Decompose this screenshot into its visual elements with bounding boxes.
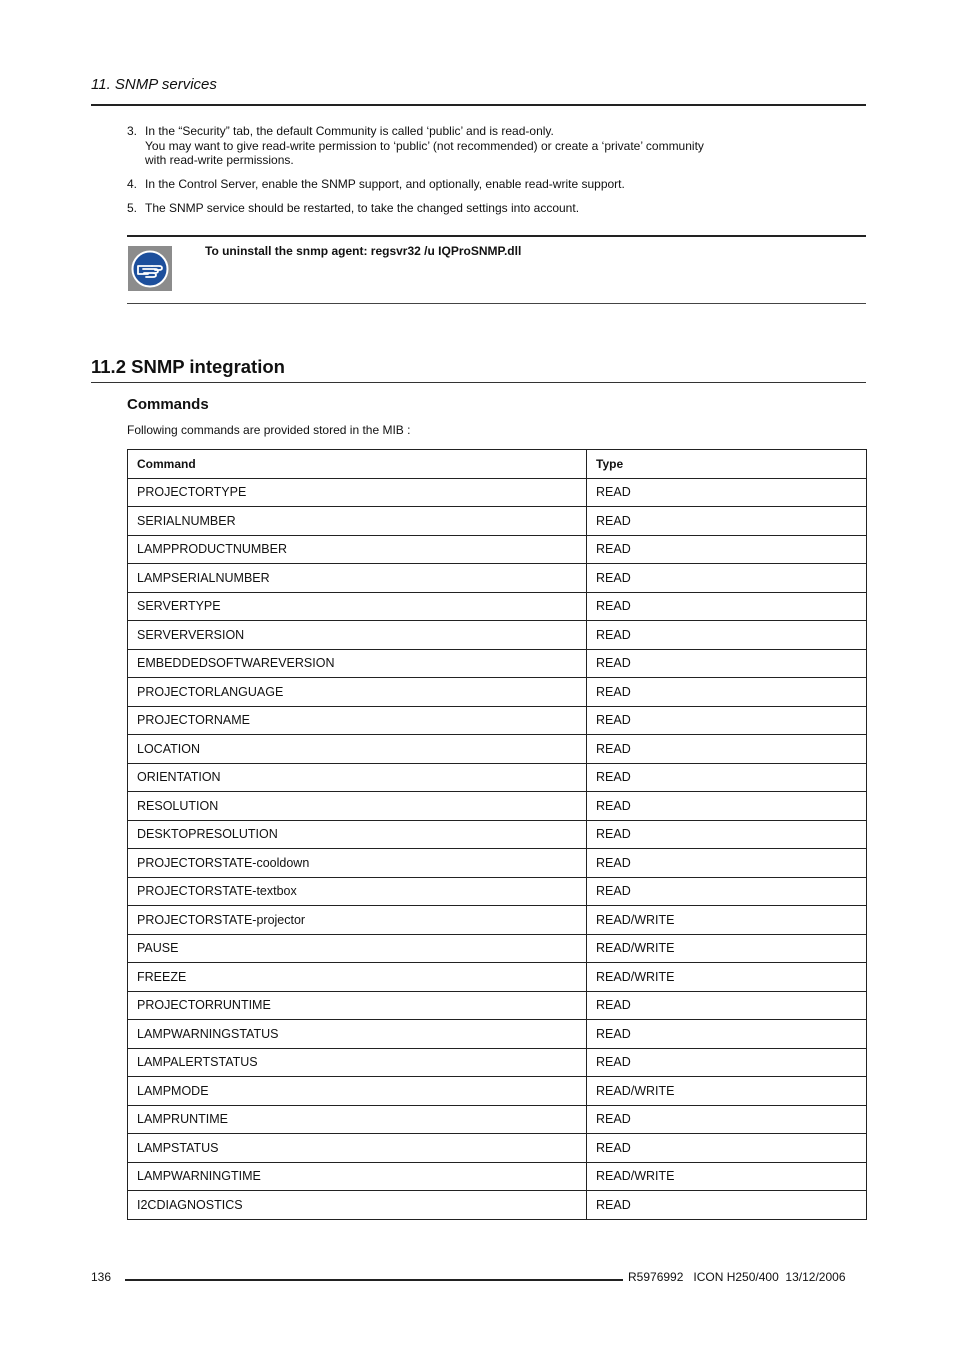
command-cell: FREEZE xyxy=(128,963,587,992)
type-cell: READ xyxy=(587,1105,867,1134)
section-title: 11.2 SNMP integration xyxy=(91,356,285,377)
command-cell: LOCATION xyxy=(128,735,587,764)
section-rule xyxy=(91,382,866,383)
header-type: Type xyxy=(587,450,867,479)
step-item xyxy=(127,201,827,216)
table-row xyxy=(128,621,867,650)
table-row xyxy=(128,906,867,935)
pointing-hand-icon xyxy=(128,246,172,291)
type-cell: READ xyxy=(587,1048,867,1077)
table-row xyxy=(128,706,867,735)
table-row xyxy=(128,735,867,764)
command-cell: PROJECTORNAME xyxy=(128,706,587,735)
table-row xyxy=(128,1020,867,1049)
type-cell: READ xyxy=(587,592,867,621)
type-cell: READ xyxy=(587,763,867,792)
type-cell: READ xyxy=(587,649,867,678)
subsection-title: Commands xyxy=(127,396,209,413)
command-cell: LAMPALERTSTATUS xyxy=(128,1048,587,1077)
note-box xyxy=(127,235,866,304)
table-row xyxy=(128,934,867,963)
command-cell: SERVERTYPE xyxy=(128,592,587,621)
type-cell: READ/WRITE xyxy=(587,963,867,992)
footer-reference: R5976992 ICON H250/400 13/12/2006 xyxy=(628,1270,846,1284)
table-row xyxy=(128,535,867,564)
step-number: 3. xyxy=(127,124,138,138)
step-item xyxy=(127,124,827,168)
table-row xyxy=(128,1191,867,1220)
table-row xyxy=(128,820,867,849)
table-row xyxy=(128,1077,867,1106)
step-number: 4. xyxy=(127,177,138,191)
command-cell: LAMPSERIALNUMBER xyxy=(128,564,587,593)
command-cell: SERVERVERSION xyxy=(128,621,587,650)
command-cell: LAMPMODE xyxy=(128,1077,587,1106)
type-cell: READ xyxy=(587,1020,867,1049)
footer-rule xyxy=(125,1279,623,1281)
table-row xyxy=(128,849,867,878)
commands-table xyxy=(127,449,867,1220)
command-cell: LAMPPRODUCTNUMBER xyxy=(128,535,587,564)
type-cell: READ xyxy=(587,849,867,878)
table-row xyxy=(128,963,867,992)
table-row xyxy=(128,1134,867,1163)
intro-text: Following commands are provided stored in the MIB : xyxy=(127,423,411,437)
command-cell: LAMPRUNTIME xyxy=(128,1105,587,1134)
table-row xyxy=(128,564,867,593)
command-cell: PROJECTORLANGUAGE xyxy=(128,678,587,707)
type-cell: READ xyxy=(587,991,867,1020)
header-command: Command xyxy=(128,450,587,479)
command-cell: LAMPWARNINGTIME xyxy=(128,1162,587,1191)
type-cell: READ/WRITE xyxy=(587,906,867,935)
command-cell: ORIENTATION xyxy=(128,763,587,792)
table-row xyxy=(128,1105,867,1134)
table-row xyxy=(128,592,867,621)
command-cell: PROJECTORSTATE-projector xyxy=(128,906,587,935)
type-cell: READ xyxy=(587,1134,867,1163)
step-text: In the “Security” tab, the default Community is called ‘public’ and is read-only. You may want to give read-write permission to ‘public’ (not recommended) or create a ‘private’ community with read-write permissions. xyxy=(145,124,704,167)
step-number: 5. xyxy=(127,201,138,215)
command-cell: DESKTOPRESOLUTION xyxy=(128,820,587,849)
type-cell: READ/WRITE xyxy=(587,1077,867,1106)
table-row xyxy=(128,792,867,821)
command-cell: PAUSE xyxy=(128,934,587,963)
command-cell: PROJECTORSTATE-cooldown xyxy=(128,849,587,878)
command-cell: PROJECTORSTATE-textbox xyxy=(128,877,587,906)
step-text: In the Control Server, enable the SNMP support, and optionally, enable read-write support. xyxy=(145,177,625,191)
table-row xyxy=(128,507,867,536)
command-cell: I2CDIAGNOSTICS xyxy=(128,1191,587,1220)
note-text: To uninstall the snmp agent: regsvr32 /u IQProSNMP.dll xyxy=(205,244,522,258)
type-cell: READ xyxy=(587,792,867,821)
type-cell: READ/WRITE xyxy=(587,934,867,963)
table-body xyxy=(128,478,867,1219)
command-cell: RESOLUTION xyxy=(128,792,587,821)
type-cell: READ/WRITE xyxy=(587,1162,867,1191)
table-row xyxy=(128,678,867,707)
type-cell: READ xyxy=(587,1191,867,1220)
type-cell: READ xyxy=(587,564,867,593)
step-text: The SNMP service should be restarted, to take the changed settings into account. xyxy=(145,201,580,215)
table-row xyxy=(128,478,867,507)
type-cell: READ xyxy=(587,820,867,849)
command-cell: LAMPWARNINGSTATUS xyxy=(128,1020,587,1049)
table-row xyxy=(128,763,867,792)
type-cell: READ xyxy=(587,877,867,906)
command-cell: PROJECTORTYPE xyxy=(128,478,587,507)
table-row xyxy=(128,649,867,678)
command-cell: PROJECTORRUNTIME xyxy=(128,991,587,1020)
table-row xyxy=(128,1048,867,1077)
steps-list xyxy=(127,124,827,225)
type-cell: READ xyxy=(587,507,867,536)
type-cell: READ xyxy=(587,735,867,764)
type-cell: READ xyxy=(587,478,867,507)
header-rule xyxy=(91,104,866,106)
command-cell: SERIALNUMBER xyxy=(128,507,587,536)
table-row xyxy=(128,1162,867,1191)
command-cell: EMBEDDEDSOFTWAREVERSION xyxy=(128,649,587,678)
command-cell: LAMPSTATUS xyxy=(128,1134,587,1163)
type-cell: READ xyxy=(587,535,867,564)
table-row xyxy=(128,877,867,906)
step-item xyxy=(127,177,827,192)
table-row xyxy=(128,991,867,1020)
running-header: 11. SNMP services xyxy=(91,76,217,93)
page-number: 136 xyxy=(91,1270,112,1284)
type-cell: READ xyxy=(587,678,867,707)
type-cell: READ xyxy=(587,706,867,735)
type-cell: READ xyxy=(587,621,867,650)
table-header-row xyxy=(128,450,867,479)
